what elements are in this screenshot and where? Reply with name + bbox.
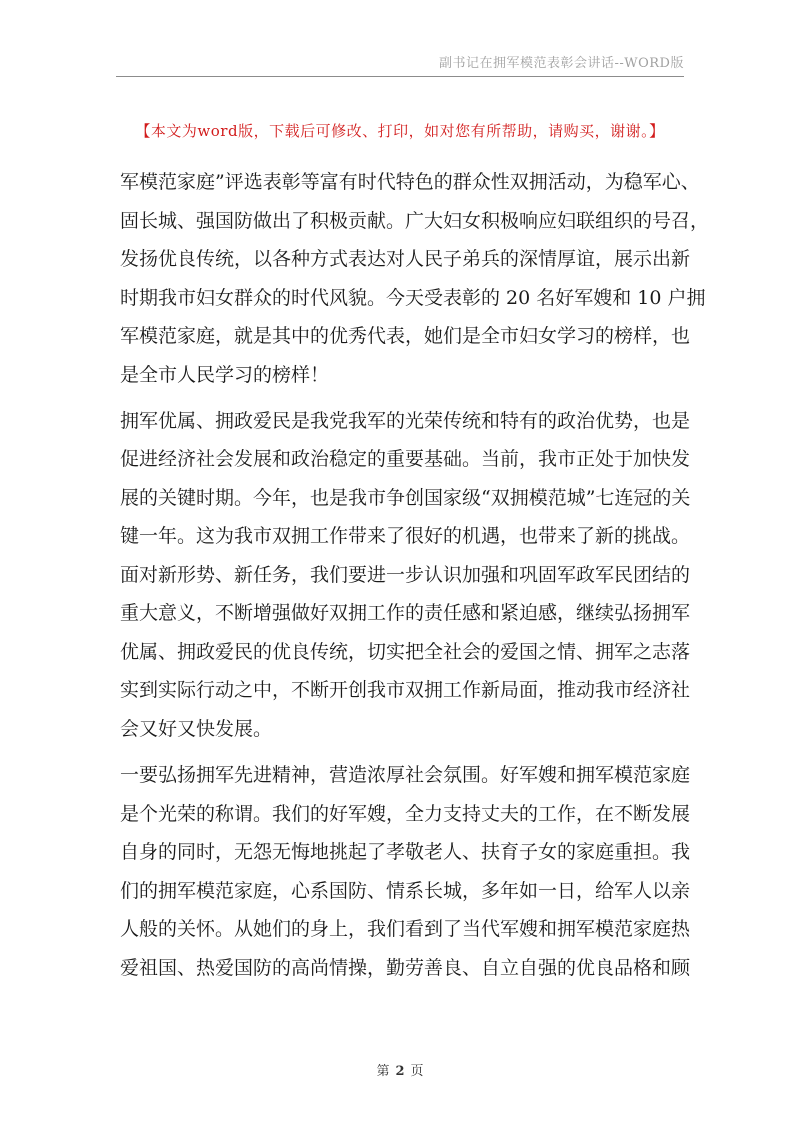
text-line: 展的关键时期。今年，也是我市争创国家级“双拥模范城”七连冠的关 [120, 486, 691, 509]
text-line: 拥军优属、拥政爱民是我党我军的光荣传统和特有的政治优势，也是 [120, 409, 691, 432]
paragraph-1 [120, 163, 710, 394]
document-title: 副书记在拥军模范表彰会讲话--WORD版 [438, 56, 684, 71]
text-line: 人般的关怀。从她们的身上，我们看到了当代军嫂和拥军模范家庭热 [120, 918, 691, 941]
purchase-notice: 【本文为word版，下载后可修改、打印，如对您有所帮助，请购买，谢谢。】 [135, 122, 665, 140]
text-line: 军模范家庭，就是其中的优秀代表，她们是全市妇女学习的榜样，也 [120, 325, 691, 347]
page-number: 2 [395, 1064, 405, 1079]
text-line: 重大意义，不断增强做好双拥工作的责任感和紧迫感，继续弘扬拥军 [120, 602, 691, 625]
text-line: 军模范家庭”评选表彰等富有时代特色的群众性双拥活动，为稳军心、 [120, 171, 700, 193]
document-body [120, 163, 710, 995]
text-line: 是全市人民学习的榜样！ [120, 363, 330, 386]
text-line: 时期我市妇女群众的时代风貌。今天受表彰的 20 名好军嫂和 10 户拥 [120, 286, 706, 309]
text-line: 优属、拥政爱民的优良传统，切实把全社会的爱国之情、拥军之志落 [120, 640, 691, 663]
paragraph-3 [120, 756, 691, 987]
page-footer [0, 1060, 800, 1079]
text-line: 实到实际行动之中，不断开创我市双拥工作新局面，推动我市经济社 [120, 679, 691, 702]
text-line: 面对新形势、新任务，我们要进一步认识加强和巩固军政军民团结的 [120, 563, 691, 586]
paragraph-2 [120, 402, 691, 749]
text-line: 固长城、强国防做出了积极贡献。广大妇女积极响应妇联组织的号召， [120, 209, 710, 232]
text-line: 会又好又快发展。 [120, 717, 273, 740]
text-line: 一要弘扬拥军先进精神，营造浓厚社会氛围。好军嫂和拥军模范家庭 [120, 764, 691, 787]
page-header [116, 52, 684, 77]
page-label-suffix: 页 [410, 1064, 424, 1079]
page-label-prefix: 第 [376, 1064, 390, 1079]
text-line: 们的拥军模范家庭，心系国防、情系长城，多年如一日，给军人以亲 [120, 879, 691, 902]
text-line: 爱祖国、热爱国防的高尚情操，勤劳善良、自立自强的优良品格和顾 [120, 956, 691, 979]
text-line: 自身的同时，无怨无悔地挑起了孝敬老人、扶育子女的家庭重担。我 [120, 841, 691, 864]
text-line: 是个光荣的称谓。我们的好军嫂，全力支持丈夫的工作，在不断发展 [120, 802, 691, 825]
text-line: 促进经济社会发展和政治稳定的重要基础。当前，我市正处于加快发 [120, 448, 691, 471]
text-line: 键一年。这为我市双拥工作带来了很好的机遇，也带来了新的挑战。 [120, 525, 691, 548]
text-line: 发扬优良传统，以各种方式表达对人民子弟兵的深情厚谊，展示出新 [120, 248, 691, 270]
